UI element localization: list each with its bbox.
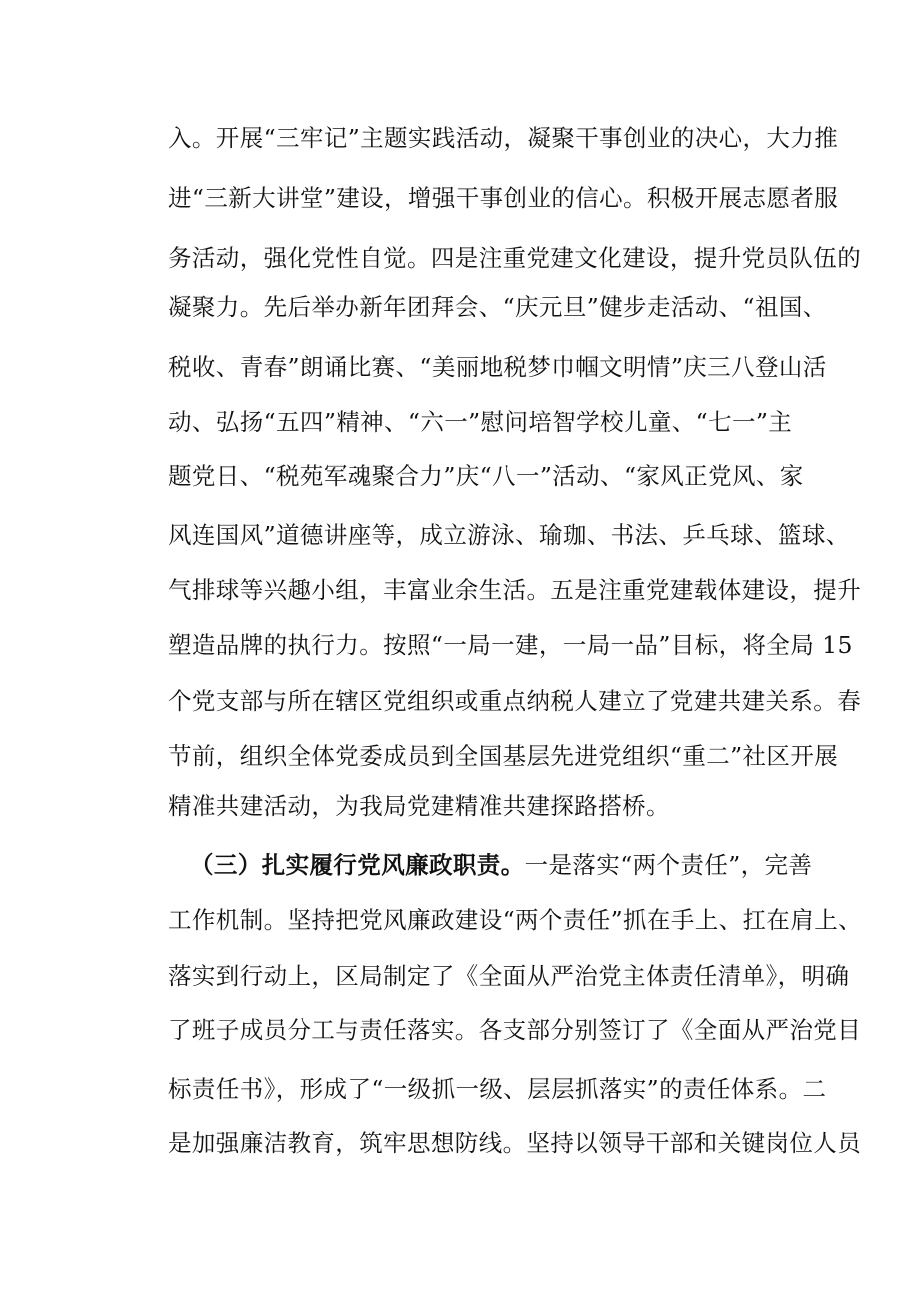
paragraph-line: 是加强廉洁教育，筑牢思想防线。坚持以领导干部和关键岗位人员 <box>168 1129 862 1157</box>
paragraph-line: 务活动，强化党性自觉。四是注重党建文化建设，提升党员队伍的 <box>168 244 862 272</box>
paragraph-line: 标责任书》，形成了“一级抓一级、层层抓落实”的责任体系。二 <box>168 1075 827 1103</box>
paragraph-line: 节前，组织全体党委成员到全国基层先进党组织“重二”社区开展 <box>168 742 839 770</box>
paragraph-line: 凝聚力。先后举办新年团拜会、“庆元旦”健步走活动、“祖国、 <box>168 293 827 321</box>
section-heading: （三）扎实履行党风廉政职责。 <box>190 851 525 879</box>
paragraph-line: 税收、青春”朗诵比赛、“美丽地税梦巾帼文明情”庆三八登山活 <box>168 353 827 381</box>
paragraph-line: 入。开展“三牢记”主题实践活动，凝聚干事创业的决心，大力推 <box>168 124 839 152</box>
paragraph-line: 塑造品牌的执行力。按照“一局一建，一局一品”目标，将全局 15 <box>168 631 853 659</box>
paragraph-line: 精准共建活动，为我局党建精准共建探路搭桥。 <box>168 792 670 820</box>
paragraph-line: 个党支部与所在辖区党组织或重点纳税人建立了党建共建关系。春 <box>168 687 862 715</box>
paragraph-line: 了班子成员分工与责任落实。各支部分别签订了《全面从严治党目 <box>168 1016 862 1044</box>
paragraph-line: 落实到行动上，区局制定了《全面从严治党主体责任清单》，明确 <box>168 962 850 990</box>
paragraph-line: 工作机制。坚持把党风廉政建设“两个责任”抓在手上、扛在肩上、 <box>168 906 863 934</box>
paragraph-line: 进“三新大讲堂”建设，增强干事创业的信心。积极开展志愿者服 <box>168 184 839 212</box>
paragraph-line: 风连国风”道德讲座等，成立游泳、瑜珈、书法、乒乓球、篮球、 <box>168 521 850 549</box>
heading-line-text: 一是落实“两个责任”，完善 <box>524 851 813 879</box>
paragraph-line: 题党日、“税苑军魂聚合力”庆“八一”活动、“家风正党风、家 <box>168 462 804 490</box>
section-heading-line <box>190 850 812 880</box>
paragraph-line: 动、弘扬“五四”精神、“六一”慰问培智学校儿童、“七一”主 <box>168 408 793 436</box>
paragraph-line: 气排球等兴趣小组，丰富业余生活。五是注重党建载体建设，提升 <box>168 576 862 604</box>
